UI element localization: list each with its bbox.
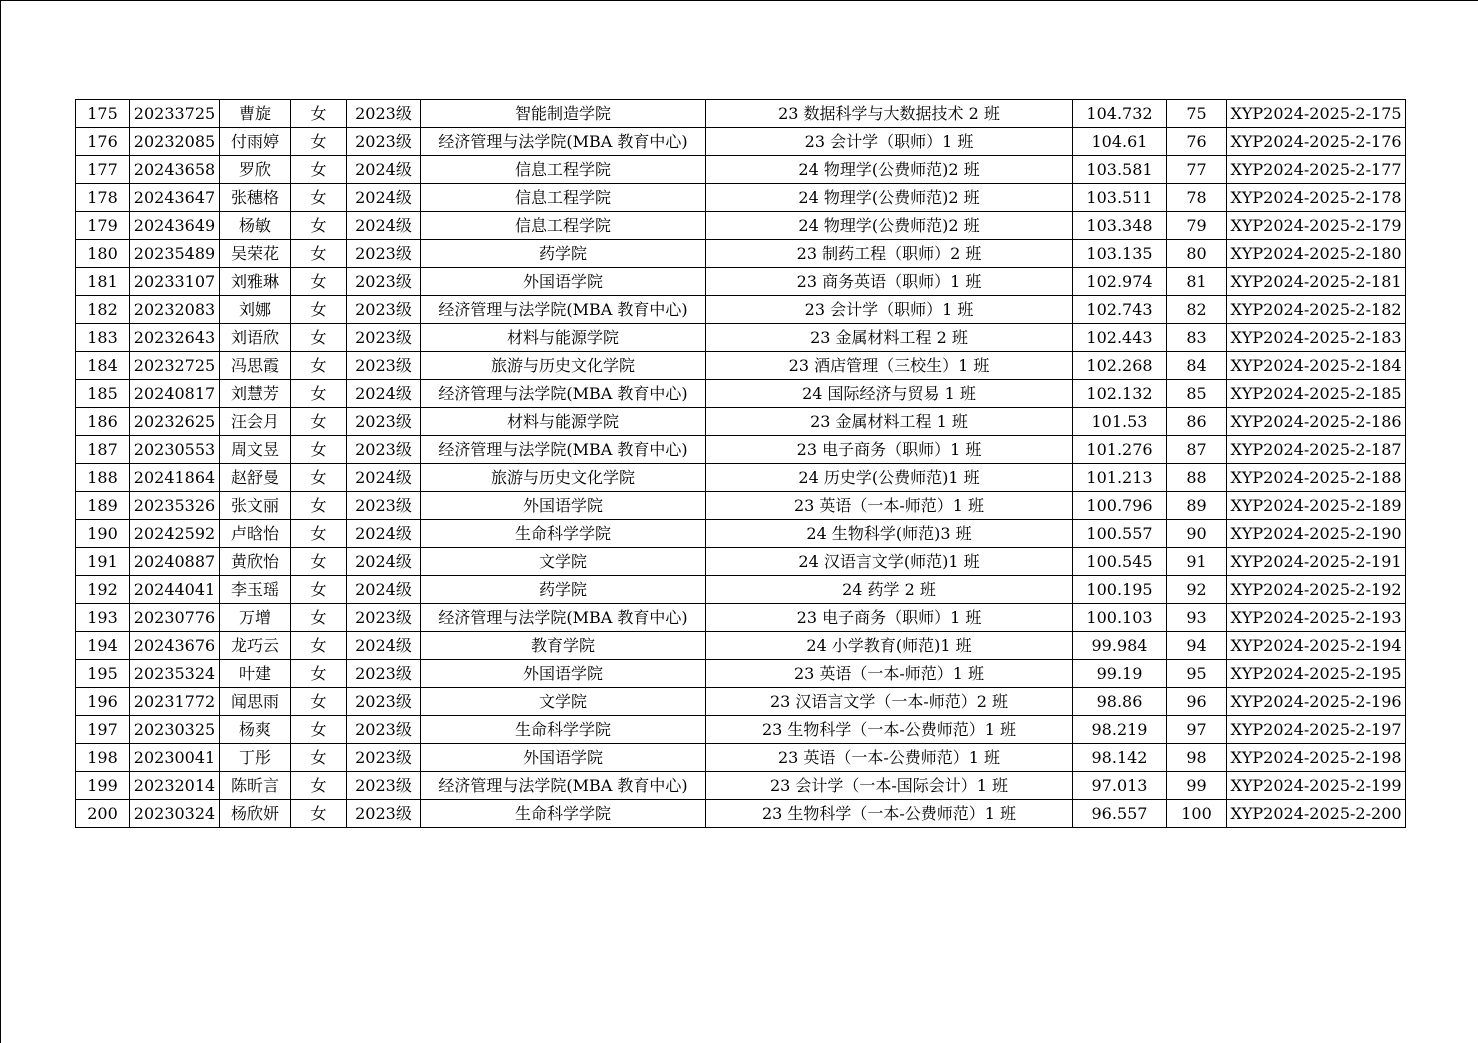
class-cell: 24 生物科学(师范)3 班 [706,520,1073,548]
table-row [76,156,1406,184]
score-cell: 102.974 [1073,268,1167,296]
student-id-cell: 20232085 [130,128,220,156]
student-name-cell: 叶建 [220,660,291,688]
gender-cell: 女 [291,576,347,604]
serial-number-cell: 180 [76,240,130,268]
class-cell: 23 汉语言文学（一本-师范）2 班 [706,688,1073,716]
student-name-cell: 汪会月 [220,408,291,436]
class-cell: 23 英语（一本-公费师范）1 班 [706,744,1073,772]
page-left-edge [0,0,1,1043]
table-row [76,604,1406,632]
class-cell: 24 药学 2 班 [706,576,1073,604]
table-row [76,408,1406,436]
student-id-cell: 20243649 [130,212,220,240]
table-row [76,436,1406,464]
rank-cell: 97 [1167,716,1227,744]
class-cell: 23 商务英语（职师）1 班 [706,268,1073,296]
gender-cell: 女 [291,408,347,436]
college-cell: 信息工程学院 [421,156,706,184]
gender-cell: 女 [291,240,347,268]
rank-cell: 84 [1167,352,1227,380]
certificate-number-cell: XYP2024-2025-2-199 [1227,772,1406,800]
college-cell: 文学院 [421,688,706,716]
table-row [76,520,1406,548]
college-cell: 经济管理与法学院(MBA 教育中心) [421,296,706,324]
student-id-cell: 20230041 [130,744,220,772]
table-row [76,464,1406,492]
score-cell: 96.557 [1073,800,1167,828]
gender-cell: 女 [291,128,347,156]
student-name-cell: 赵舒曼 [220,464,291,492]
college-cell: 材料与能源学院 [421,408,706,436]
grade-cell: 2023级 [347,744,421,772]
score-cell: 99.984 [1073,632,1167,660]
serial-number-cell: 197 [76,716,130,744]
serial-number-cell: 196 [76,688,130,716]
rank-cell: 88 [1167,464,1227,492]
grade-cell: 2023级 [347,660,421,688]
gender-cell: 女 [291,744,347,772]
student-id-cell: 20232625 [130,408,220,436]
gender-cell: 女 [291,520,347,548]
certificate-number-cell: XYP2024-2025-2-190 [1227,520,1406,548]
college-cell: 信息工程学院 [421,212,706,240]
grade-cell: 2024级 [347,520,421,548]
serial-number-cell: 192 [76,576,130,604]
rank-cell: 83 [1167,324,1227,352]
college-cell: 旅游与历史文化学院 [421,352,706,380]
page-top-edge [0,0,1478,1]
serial-number-cell: 177 [76,156,130,184]
score-cell: 100.796 [1073,492,1167,520]
grade-cell: 2024级 [347,156,421,184]
student-name-cell: 李玉瑶 [220,576,291,604]
student-id-cell: 20230324 [130,800,220,828]
college-cell: 经济管理与法学院(MBA 教育中心) [421,380,706,408]
rank-cell: 89 [1167,492,1227,520]
student-name-cell: 黄欣怡 [220,548,291,576]
rank-cell: 91 [1167,548,1227,576]
grade-cell: 2024级 [347,632,421,660]
score-cell: 100.557 [1073,520,1167,548]
student-id-cell: 20231772 [130,688,220,716]
rank-cell: 100 [1167,800,1227,828]
grade-cell: 2023级 [347,240,421,268]
serial-number-cell: 179 [76,212,130,240]
score-cell: 102.443 [1073,324,1167,352]
college-cell: 材料与能源学院 [421,324,706,352]
table-row [76,268,1406,296]
serial-number-cell: 175 [76,100,130,128]
score-cell: 100.195 [1073,576,1167,604]
serial-number-cell: 178 [76,184,130,212]
certificate-number-cell: XYP2024-2025-2-180 [1227,240,1406,268]
gender-cell: 女 [291,352,347,380]
score-cell: 103.135 [1073,240,1167,268]
grade-cell: 2024级 [347,212,421,240]
rank-cell: 80 [1167,240,1227,268]
gender-cell: 女 [291,716,347,744]
grade-cell: 2023级 [347,604,421,632]
certificate-number-cell: XYP2024-2025-2-184 [1227,352,1406,380]
grade-cell: 2023级 [347,100,421,128]
rank-cell: 98 [1167,744,1227,772]
rank-cell: 82 [1167,296,1227,324]
grade-cell: 2024级 [347,464,421,492]
score-cell: 98.86 [1073,688,1167,716]
student-id-cell: 20240887 [130,548,220,576]
certificate-number-cell: XYP2024-2025-2-176 [1227,128,1406,156]
rank-cell: 81 [1167,268,1227,296]
student-name-cell: 吴荣花 [220,240,291,268]
table-row [76,212,1406,240]
certificate-number-cell: XYP2024-2025-2-182 [1227,296,1406,324]
rank-cell: 85 [1167,380,1227,408]
serial-number-cell: 183 [76,324,130,352]
table-row [76,240,1406,268]
certificate-number-cell: XYP2024-2025-2-183 [1227,324,1406,352]
table-row [76,324,1406,352]
student-name-cell: 刘雅琳 [220,268,291,296]
student-name-cell: 刘慧芳 [220,380,291,408]
serial-number-cell: 188 [76,464,130,492]
serial-number-cell: 182 [76,296,130,324]
student-id-cell: 20233725 [130,100,220,128]
table-row [76,772,1406,800]
student-name-cell: 杨欣妍 [220,800,291,828]
college-cell: 生命科学学院 [421,716,706,744]
score-cell: 100.545 [1073,548,1167,576]
certificate-number-cell: XYP2024-2025-2-185 [1227,380,1406,408]
student-id-cell: 20240817 [130,380,220,408]
gender-cell: 女 [291,380,347,408]
student-ranking-table [75,99,1406,828]
class-cell: 23 电子商务（职师）1 班 [706,436,1073,464]
class-cell: 23 金属材料工程 1 班 [706,408,1073,436]
student-name-cell: 付雨婷 [220,128,291,156]
class-cell: 24 物理学(公费师范)2 班 [706,184,1073,212]
table-row [76,632,1406,660]
college-cell: 智能制造学院 [421,100,706,128]
college-cell: 药学院 [421,240,706,268]
college-cell: 文学院 [421,548,706,576]
grade-cell: 2023级 [347,800,421,828]
grade-cell: 2023级 [347,436,421,464]
class-cell: 23 电子商务（职师）1 班 [706,604,1073,632]
grade-cell: 2023级 [347,492,421,520]
certificate-number-cell: XYP2024-2025-2-189 [1227,492,1406,520]
gender-cell: 女 [291,548,347,576]
serial-number-cell: 190 [76,520,130,548]
grade-cell: 2023级 [347,716,421,744]
rank-cell: 86 [1167,408,1227,436]
score-cell: 99.19 [1073,660,1167,688]
class-cell: 23 金属材料工程 2 班 [706,324,1073,352]
student-name-cell: 卢晗怡 [220,520,291,548]
score-cell: 97.013 [1073,772,1167,800]
student-name-cell: 陈昕言 [220,772,291,800]
student-name-cell: 刘娜 [220,296,291,324]
student-id-cell: 20233107 [130,268,220,296]
student-id-cell: 20243658 [130,156,220,184]
certificate-number-cell: XYP2024-2025-2-175 [1227,100,1406,128]
serial-number-cell: 176 [76,128,130,156]
college-cell: 经济管理与法学院(MBA 教育中心) [421,436,706,464]
college-cell: 外国语学院 [421,744,706,772]
college-cell: 外国语学院 [421,492,706,520]
student-name-cell: 张穗格 [220,184,291,212]
gender-cell: 女 [291,688,347,716]
student-name-cell: 万增 [220,604,291,632]
rank-cell: 76 [1167,128,1227,156]
serial-number-cell: 193 [76,604,130,632]
serial-number-cell: 181 [76,268,130,296]
class-cell: 24 物理学(公费师范)2 班 [706,156,1073,184]
grade-cell: 2024级 [347,548,421,576]
serial-number-cell: 194 [76,632,130,660]
score-cell: 101.53 [1073,408,1167,436]
table-row [76,800,1406,828]
score-cell: 102.268 [1073,352,1167,380]
certificate-number-cell: XYP2024-2025-2-195 [1227,660,1406,688]
student-id-cell: 20232083 [130,296,220,324]
student-id-cell: 20235326 [130,492,220,520]
certificate-number-cell: XYP2024-2025-2-196 [1227,688,1406,716]
score-cell: 104.732 [1073,100,1167,128]
grade-cell: 2023级 [347,352,421,380]
grade-cell: 2024级 [347,576,421,604]
gender-cell: 女 [291,268,347,296]
table-body [76,100,1406,828]
table-row [76,296,1406,324]
table-row [76,352,1406,380]
class-cell: 24 物理学(公费师范)2 班 [706,212,1073,240]
student-id-cell: 20230553 [130,436,220,464]
grade-cell: 2023级 [347,772,421,800]
certificate-number-cell: XYP2024-2025-2-191 [1227,548,1406,576]
college-cell: 生命科学学院 [421,800,706,828]
college-cell: 药学院 [421,576,706,604]
student-id-cell: 20242592 [130,520,220,548]
table-row [76,184,1406,212]
student-id-cell: 20230325 [130,716,220,744]
student-id-cell: 20230776 [130,604,220,632]
rank-cell: 99 [1167,772,1227,800]
serial-number-cell: 189 [76,492,130,520]
table-row [76,100,1406,128]
class-cell: 23 英语（一本-师范）1 班 [706,492,1073,520]
class-cell: 24 历史学(公费师范)1 班 [706,464,1073,492]
student-name-cell: 龙巧云 [220,632,291,660]
class-cell: 23 会计学（职师）1 班 [706,296,1073,324]
student-name-cell: 罗欣 [220,156,291,184]
table-row [76,688,1406,716]
certificate-number-cell: XYP2024-2025-2-186 [1227,408,1406,436]
certificate-number-cell: XYP2024-2025-2-200 [1227,800,1406,828]
rank-cell: 92 [1167,576,1227,604]
serial-number-cell: 186 [76,408,130,436]
gender-cell: 女 [291,212,347,240]
table-row [76,660,1406,688]
student-id-cell: 20243647 [130,184,220,212]
rank-cell: 94 [1167,632,1227,660]
certificate-number-cell: XYP2024-2025-2-181 [1227,268,1406,296]
serial-number-cell: 187 [76,436,130,464]
table-row [76,716,1406,744]
gender-cell: 女 [291,492,347,520]
rank-cell: 75 [1167,100,1227,128]
serial-number-cell: 184 [76,352,130,380]
table-row [76,128,1406,156]
college-cell: 经济管理与法学院(MBA 教育中心) [421,604,706,632]
table-row [76,492,1406,520]
table-row [76,576,1406,604]
grade-cell: 2023级 [347,408,421,436]
score-cell: 102.743 [1073,296,1167,324]
student-name-cell: 张文丽 [220,492,291,520]
grade-cell: 2023级 [347,688,421,716]
score-cell: 104.61 [1073,128,1167,156]
class-cell: 23 会计学（一本-国际会计）1 班 [706,772,1073,800]
rank-cell: 90 [1167,520,1227,548]
gender-cell: 女 [291,464,347,492]
serial-number-cell: 195 [76,660,130,688]
serial-number-cell: 200 [76,800,130,828]
college-cell: 旅游与历史文化学院 [421,464,706,492]
score-cell: 98.219 [1073,716,1167,744]
rank-cell: 93 [1167,604,1227,632]
college-cell: 外国语学院 [421,268,706,296]
table-row [76,744,1406,772]
college-cell: 外国语学院 [421,660,706,688]
student-id-cell: 20232014 [130,772,220,800]
certificate-number-cell: XYP2024-2025-2-179 [1227,212,1406,240]
rank-cell: 79 [1167,212,1227,240]
gender-cell: 女 [291,296,347,324]
table-row [76,548,1406,576]
student-name-cell: 冯思霞 [220,352,291,380]
grade-cell: 2023级 [347,268,421,296]
gender-cell: 女 [291,772,347,800]
class-cell: 23 英语（一本-师范）1 班 [706,660,1073,688]
certificate-number-cell: XYP2024-2025-2-197 [1227,716,1406,744]
score-cell: 100.103 [1073,604,1167,632]
class-cell: 23 数据科学与大数据技术 2 班 [706,100,1073,128]
class-cell: 23 酒店管理（三校生）1 班 [706,352,1073,380]
student-name-cell: 周文昱 [220,436,291,464]
student-name-cell: 闻思雨 [220,688,291,716]
certificate-number-cell: XYP2024-2025-2-178 [1227,184,1406,212]
student-name-cell: 曹旋 [220,100,291,128]
rank-cell: 78 [1167,184,1227,212]
class-cell: 24 汉语言文学(师范)1 班 [706,548,1073,576]
serial-number-cell: 191 [76,548,130,576]
college-cell: 教育学院 [421,632,706,660]
grade-cell: 2023级 [347,296,421,324]
class-cell: 24 小学教育(师范)1 班 [706,632,1073,660]
gender-cell: 女 [291,436,347,464]
rank-cell: 95 [1167,660,1227,688]
gender-cell: 女 [291,660,347,688]
gender-cell: 女 [291,632,347,660]
grade-cell: 2023级 [347,324,421,352]
serial-number-cell: 185 [76,380,130,408]
serial-number-cell: 199 [76,772,130,800]
grade-cell: 2023级 [347,128,421,156]
student-id-cell: 20232725 [130,352,220,380]
class-cell: 23 会计学（职师）1 班 [706,128,1073,156]
college-cell: 生命科学学院 [421,520,706,548]
college-cell: 经济管理与法学院(MBA 教育中心) [421,772,706,800]
student-name-cell: 丁彤 [220,744,291,772]
score-cell: 103.348 [1073,212,1167,240]
college-cell: 信息工程学院 [421,184,706,212]
gender-cell: 女 [291,100,347,128]
score-cell: 103.511 [1073,184,1167,212]
student-id-cell: 20235324 [130,660,220,688]
student-id-cell: 20232643 [130,324,220,352]
certificate-number-cell: XYP2024-2025-2-177 [1227,156,1406,184]
score-cell: 101.276 [1073,436,1167,464]
score-cell: 98.142 [1073,744,1167,772]
gender-cell: 女 [291,604,347,632]
student-id-cell: 20243676 [130,632,220,660]
serial-number-cell: 198 [76,744,130,772]
certificate-number-cell: XYP2024-2025-2-198 [1227,744,1406,772]
college-cell: 经济管理与法学院(MBA 教育中心) [421,128,706,156]
certificate-number-cell: XYP2024-2025-2-193 [1227,604,1406,632]
rank-cell: 96 [1167,688,1227,716]
rank-cell: 87 [1167,436,1227,464]
gender-cell: 女 [291,324,347,352]
student-name-cell: 杨敏 [220,212,291,240]
certificate-number-cell: XYP2024-2025-2-188 [1227,464,1406,492]
gender-cell: 女 [291,156,347,184]
student-name-cell: 刘语欣 [220,324,291,352]
class-cell: 23 生物科学（一本-公费师范）1 班 [706,716,1073,744]
certificate-number-cell: XYP2024-2025-2-192 [1227,576,1406,604]
student-id-cell: 20244041 [130,576,220,604]
table-row [76,380,1406,408]
student-id-cell: 20241864 [130,464,220,492]
class-cell: 24 国际经济与贸易 1 班 [706,380,1073,408]
gender-cell: 女 [291,184,347,212]
grade-cell: 2024级 [347,184,421,212]
certificate-number-cell: XYP2024-2025-2-187 [1227,436,1406,464]
student-id-cell: 20235489 [130,240,220,268]
gender-cell: 女 [291,800,347,828]
certificate-number-cell: XYP2024-2025-2-194 [1227,632,1406,660]
score-cell: 102.132 [1073,380,1167,408]
score-cell: 103.581 [1073,156,1167,184]
class-cell: 23 制药工程（职师）2 班 [706,240,1073,268]
class-cell: 23 生物科学（一本-公费师范）1 班 [706,800,1073,828]
rank-cell: 77 [1167,156,1227,184]
grade-cell: 2024级 [347,380,421,408]
score-cell: 101.213 [1073,464,1167,492]
student-name-cell: 杨爽 [220,716,291,744]
